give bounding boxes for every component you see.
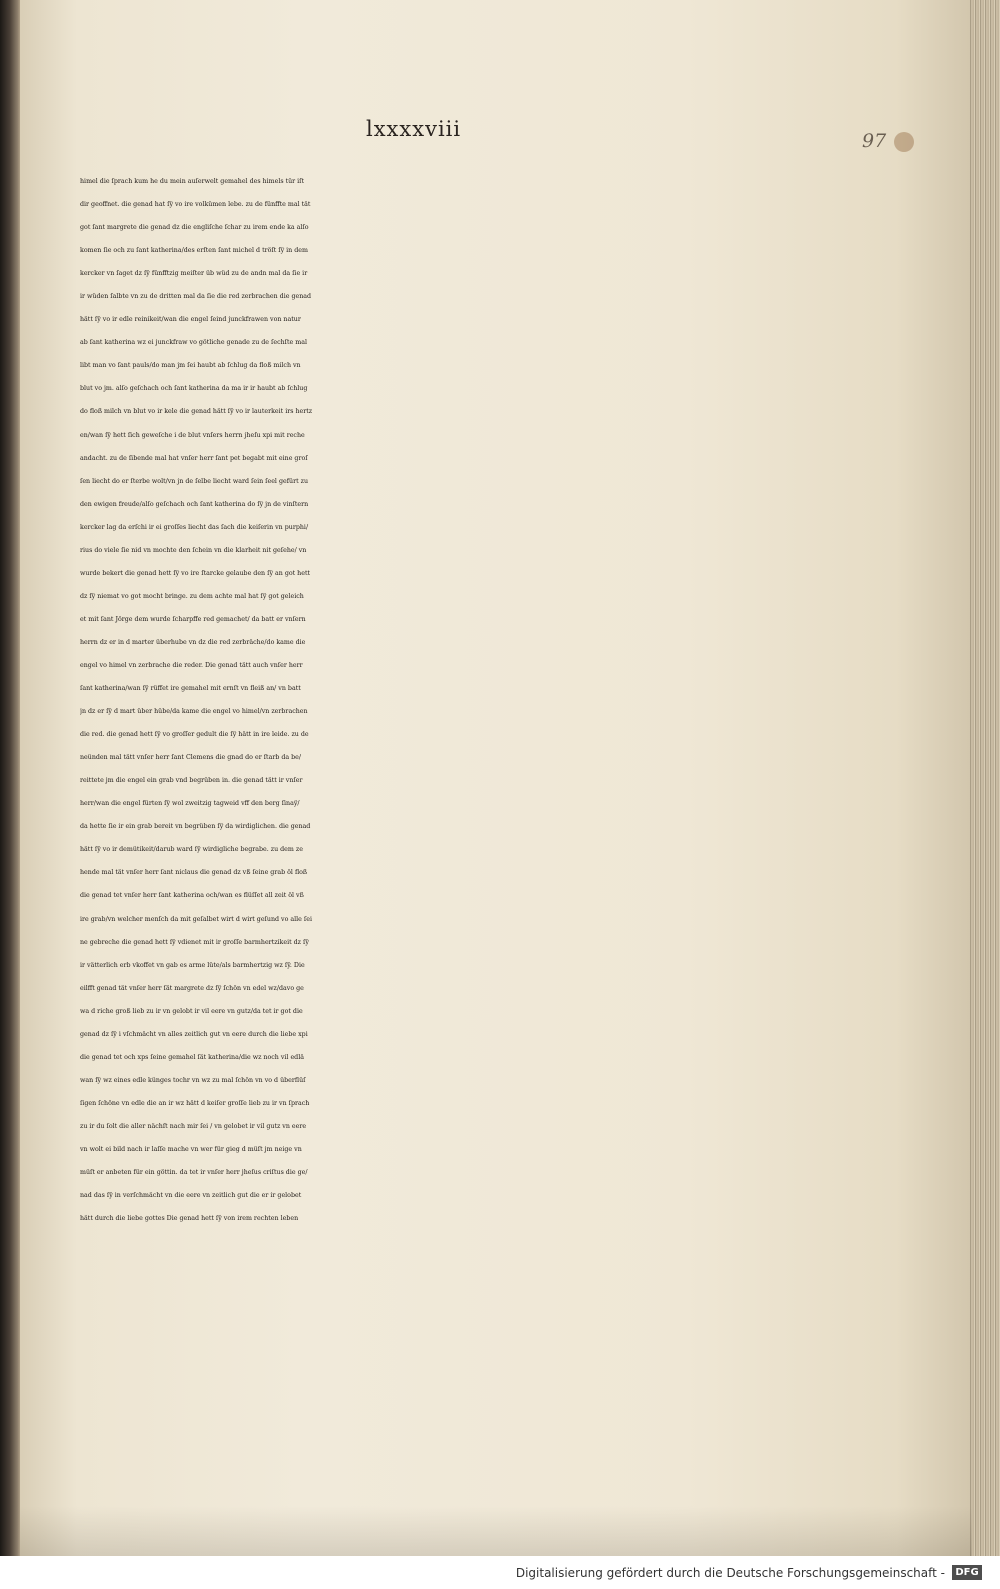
text-line: engel vo himel vn zerbrache die reder. Die genad tätt auch vnſer herr [80, 661, 303, 669]
text-line: müſt er anbeten für ein göttin. da tet ir vnſer herr jheſus criſtus die ge/ [80, 1169, 308, 1177]
text-line: reittete jm die engel ein grab vnd begrüben in. die genad tätt ir vnſer [80, 777, 303, 785]
text-line: wa d riche groß lieb zu ir vn gelobt ir vil eere vn gutz/da tet ir got die [80, 1007, 303, 1015]
text-line: komen ſie och zu ſant katherina/des erſten ſant michel d tröſt ſÿ in dem [80, 247, 308, 255]
text-line: ire grab/vn welcher menſch da mit geſalbet wirt d wirt geſund vo alle ſei [80, 915, 312, 923]
text-line: ſant katherina/wan ſÿ rüffet ire gemahel mit ernſt vn fleiß an/ vn batt [80, 685, 301, 693]
text-line: nad das ſÿ in verſchmächt vn die eere vn zeitlich gut die er ir gelobet [80, 1192, 302, 1200]
text-line: dz ſÿ niemat vo got mocht bringe. zu dem achte mal hat ſÿ got geleich [80, 592, 304, 600]
text-line: da hette ſie ir ein grab bereit vn begrüben ſÿ da wirdiglichen. die genad [80, 823, 311, 831]
text-line: genad dz ſÿ i vſchmächt vn alles zeitlich gut vn eere durch die liebe xpi [80, 1030, 308, 1038]
text-line: wan ſÿ wz eines edle künges tochr vn wz zu mal ſchön vn vo d überflüſ [80, 1076, 306, 1084]
text-line: do floß milch vn blut vo ir kele die genad hätt ſÿ vo ir lauterkeit irs hertz [80, 408, 313, 416]
text-line: got ſant margrete die genad dz die engliſche ſchar zu irem ende ka alſo [80, 224, 309, 232]
folio-number: lxxxxviii [366, 117, 462, 141]
text-line: die red. die genad hett ſÿ vo groſſer gedult die ſÿ hätt in ire leide. zu de [80, 731, 309, 739]
dfg-logo: DFG [952, 1565, 982, 1580]
text-line: hende mal tät vnſer herr ſant niclaus die genad dz vß ſeine grab öl floß [80, 869, 308, 877]
text-line: libt man vo ſant pauls/do man jm ſei haubt ab ſchlug da floß milch vn [80, 362, 301, 370]
funding-credit: Digitalisierung gefördert durch die Deutsche Forschungsgemeinschaft - [515, 1566, 945, 1580]
main-text-block [80, 170, 750, 1230]
text-line: herrn dz er in d marter überhube vn dz die red zerbräche/do kame die [80, 638, 306, 646]
text-line: wurde bekert die genad hett ſÿ vo ire ſtarcke gelaube den ſÿ an got hett [80, 569, 311, 577]
text-line: den ewigen freude/alſo geſchach och ſant katherina do ſÿ jn de vinſtern [80, 500, 309, 508]
text-line: ne gebreche die genad hett ſÿ vdienet mit ir groſſe barmhertzikeit dz ſÿ [80, 938, 309, 946]
text-line: eilfft genad tät vnſer herr ſät margrete dz ſÿ ſchön vn edel wz/davo ge [80, 984, 304, 992]
text-line: hätt durch die liebe gottes Die genad hett ſÿ von irem rechten leben [80, 1215, 299, 1223]
text-line: rius do viele ſie nid vn mochte den ſchein vn die klarheit nit geſehe/ vn [80, 546, 307, 554]
text-line: kercker lag da erſchi ir ei groſſes liecht das ſach die keiſerin vn purphi/ [80, 523, 309, 531]
paper-stain [894, 132, 914, 152]
text-line: ir wüden ſalbte vn zu de dritten mal da ſie die red zerbrachen die genad [80, 293, 312, 301]
text-line: ſen liecht do er ſterbe wolt/vn jn de ſelbe liecht ward ſein ſeel gefürt zu [80, 477, 309, 485]
text-line: neünden mal tätt vnſer herr ſant Clemens die gnad do er ſtarb da be/ [80, 754, 302, 762]
text-line: dir geoffnet. die genad hat ſÿ vo ire volkümen lebe. zu de fünffte mal tät [80, 201, 311, 209]
text-line: en/wan ſÿ hett ſich geweſche i de blut vnſers herrn jheſu xpi mit reche [80, 431, 305, 439]
text-line: zu ir du ſolt die aller nächſt nach mir ſei / vn gelobet ir vil gutz vn eere [80, 1122, 307, 1130]
handwritten-page-number: 97 [862, 130, 887, 152]
page-shadow [20, 1506, 972, 1556]
text-line: andacht. zu de ſibende mal hat vnſer herr ſant pet begabt mit eine groſ [80, 454, 308, 462]
text-line: et mit ſant Jörge dem wurde ſcharpffe red gemachet/ da batt er vnſern [80, 615, 306, 623]
text-line: vn wolt ei bild nach ir laſſe mache vn wer für gieg d müſt jm neige vn [80, 1145, 302, 1153]
text-line: hätt ſÿ vo ir demütikeit/darub ward ſÿ wirdigliche begrabe. zu dem ze [80, 846, 303, 854]
text-line: ab ſant katherina wz ei junckfraw vo götliche genade zu de ſechſte mal [80, 339, 307, 347]
text-line: die genad tet och xps ſeine gemahel ſät katherina/die wz noch vil edlä [80, 1053, 304, 1061]
text-line: jn dz er ſÿ d mart über hübe/da kame die engel vo himel/vn zerbrachen [80, 708, 308, 716]
text-line: kercker vn ſaget dz ſÿ fünfftzig meiſter üb wüd zu de andn mal da ſie ir [80, 270, 308, 278]
text-line: ſigen ſchöne vn edle die an ir wz hätt d keiſer groſſe lieb zu ir vn ſprach [80, 1099, 310, 1107]
page-stack-edge [970, 0, 1000, 1556]
text-line: ir vätterlich erb vkoffet vn gab es arme lüte/als barmhertzig wz ſÿ. Die [80, 961, 305, 969]
text-line: blut vo jm. alſo geſchach och ſant katherina da ma ir ir haubt ab ſchlug [80, 385, 308, 393]
text-line: hätt ſÿ vo ir edle reinikeit/wan die engel ſeind junckfrawen von natur [80, 316, 301, 324]
text-line: himel die ſprach kum he du mein auſerwelt gemahel des himels tür iſt [80, 178, 305, 185]
book-spine-edge [0, 0, 22, 1556]
text-line: die genad tet vnſer herr ſant katherina och/wan es flüſſet all zeit öl vß [80, 892, 304, 900]
text-line: herr/wan die engel fürten ſÿ wol zweitzig tagweid vff den berg ſinaÿ/ [80, 800, 300, 808]
